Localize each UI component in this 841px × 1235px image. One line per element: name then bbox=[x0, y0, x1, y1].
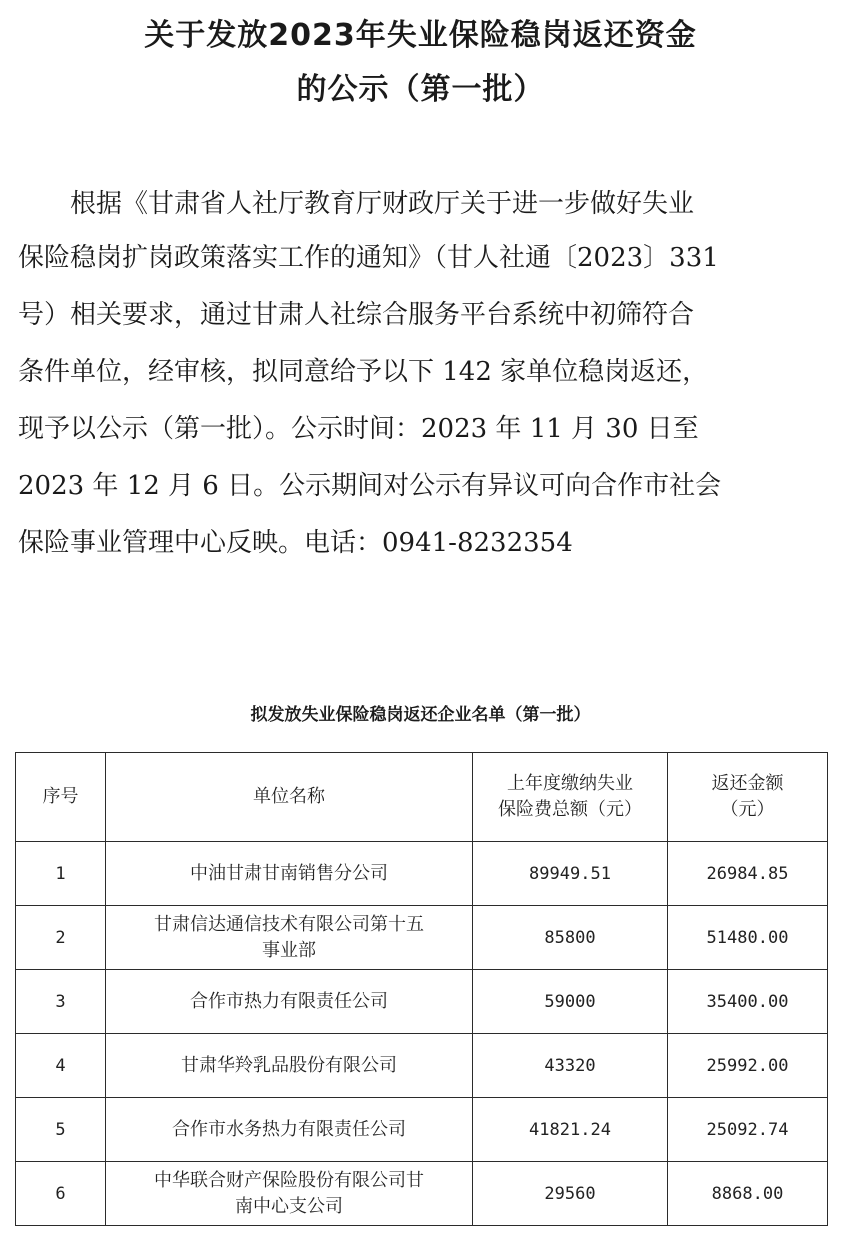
page-title-line-2: 的公示（第一批） bbox=[296, 72, 545, 107]
body-line-7: 保险事业管理中心反映。电话：0941-8232354 bbox=[18, 528, 573, 558]
refund-table bbox=[15, 752, 828, 1226]
header-premium-line-1: 上年度缴纳失业 bbox=[507, 773, 633, 794]
row-index: 3 bbox=[16, 970, 106, 1034]
table-row bbox=[16, 1034, 828, 1098]
row-premium: 59000 bbox=[473, 970, 668, 1034]
body-line-1: 根据《甘肃省人社厅教育厅财政厅关于进一步做好失业 bbox=[70, 189, 695, 219]
body-line-3: 号）相关要求，通过甘肃人社综合服务平台系统中初筛符合 bbox=[18, 300, 695, 330]
row-refund: 35400.00 bbox=[668, 970, 828, 1034]
header-premium-line-2: 保险费总额（元） bbox=[498, 799, 642, 820]
row-premium: 85800 bbox=[473, 906, 668, 970]
row-unit-name: 中油甘肃甘南销售分公司 bbox=[106, 842, 473, 906]
row-refund: 26984.85 bbox=[668, 842, 828, 906]
row-unit-name: 甘肃华羚乳品股份有限公司 bbox=[106, 1034, 473, 1098]
row-index: 1 bbox=[16, 842, 106, 906]
body-line-2: 保险稳岗扩岗政策落实工作的通知》（甘人社通〔2023〕331 bbox=[18, 243, 719, 273]
header-refund-line-1: 返还金额 bbox=[711, 773, 784, 794]
table-row bbox=[16, 842, 828, 906]
header-unit-name: 单位名称 bbox=[106, 753, 473, 842]
header-refund-line-2: （元） bbox=[720, 799, 775, 820]
row-index: 2 bbox=[16, 906, 106, 970]
header-premium bbox=[473, 753, 668, 842]
table-row bbox=[16, 906, 828, 970]
page-title-line-1: 关于发放2023年失业保险稳岗返还资金 bbox=[144, 18, 697, 53]
row-refund: 8868.00 bbox=[668, 1162, 828, 1226]
row-index: 6 bbox=[16, 1162, 106, 1226]
row-index: 5 bbox=[16, 1098, 106, 1162]
header-refund bbox=[668, 753, 828, 842]
body-line-5: 现予以公示（第一批）。公示时间：2023 年 11 月 30 日至 bbox=[18, 414, 699, 444]
header-index: 序号 bbox=[16, 753, 106, 842]
table-row bbox=[16, 970, 828, 1034]
row-premium: 29560 bbox=[473, 1162, 668, 1226]
row-refund: 51480.00 bbox=[668, 906, 828, 970]
table-header-row bbox=[16, 753, 828, 842]
row-unit-name: 甘肃信达通信技术有限公司第十五 事业部 bbox=[106, 906, 473, 970]
row-index: 4 bbox=[16, 1034, 106, 1098]
row-premium: 41821.24 bbox=[473, 1098, 668, 1162]
table-row bbox=[16, 1098, 828, 1162]
row-unit-name: 合作市水务热力有限责任公司 bbox=[106, 1098, 473, 1162]
row-unit-name: 合作市热力有限责任公司 bbox=[106, 970, 473, 1034]
table-caption: 拟发放失业保险稳岗返还企业名单（第一批） bbox=[250, 705, 591, 725]
row-premium: 43320 bbox=[473, 1034, 668, 1098]
row-refund: 25992.00 bbox=[668, 1034, 828, 1098]
row-refund: 25092.74 bbox=[668, 1098, 828, 1162]
row-unit-name: 中华联合财产保险股份有限公司甘 南中心支公司 bbox=[106, 1162, 473, 1226]
row-premium: 89949.51 bbox=[473, 842, 668, 906]
body-line-6: 2023 年 12 月 6 日。公示期间对公示有异议可向合作市社会 bbox=[18, 471, 722, 501]
table-row bbox=[16, 1162, 828, 1226]
body-line-4: 条件单位，经审核，拟同意给予以下 142 家单位稳岗返还， bbox=[18, 357, 709, 387]
